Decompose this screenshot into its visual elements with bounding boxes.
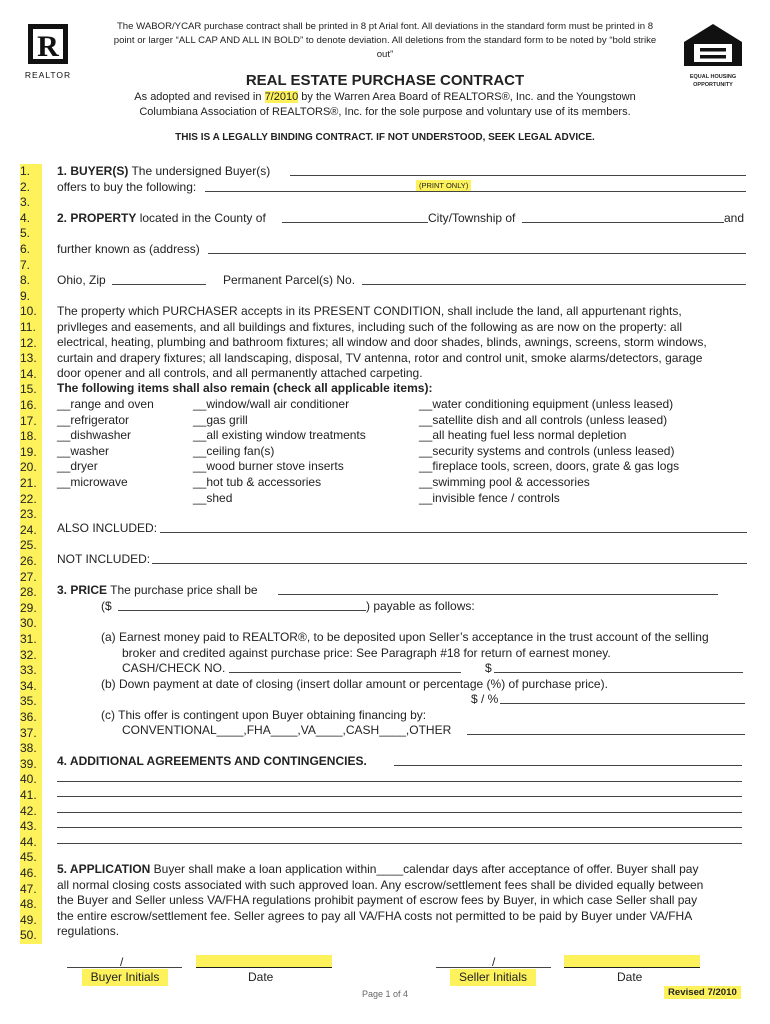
additional-field-1[interactable] bbox=[57, 781, 742, 782]
line-number: 32. bbox=[20, 648, 42, 664]
line-number: 13. bbox=[20, 351, 42, 367]
line-number: 3. bbox=[20, 195, 42, 211]
price-dollar-open: ($ bbox=[101, 599, 112, 613]
not-included-label: NOT INCLUDED: bbox=[57, 552, 151, 566]
additional-field-5[interactable] bbox=[57, 843, 742, 844]
buyer-heading: 1. BUYER(S) bbox=[57, 164, 129, 178]
item-checkbox[interactable]: __refrigerator bbox=[57, 412, 130, 427]
property-heading: 2. PROPERTY bbox=[57, 211, 137, 225]
realtor-logo-text: REALTOR bbox=[24, 70, 72, 80]
revised-badge: Revised 7/2010 bbox=[664, 986, 741, 999]
item-checkbox[interactable]: __water conditioning equipment (unless leased) bbox=[419, 397, 674, 411]
buyer-initials-label: Buyer Initials bbox=[82, 969, 168, 986]
property-paragraph-line: curtain and drapery fixtures; all landscaping, disposal, TV antenna, rotor and control unit, smoke alarms/detectors, garage bbox=[57, 350, 703, 365]
line-number: 19. bbox=[20, 445, 42, 461]
subtitle-pre: As adopted and revised in bbox=[134, 91, 265, 103]
buyer-date-field[interactable] bbox=[196, 967, 332, 968]
buyer-line bbox=[57, 164, 270, 179]
line-number: 36. bbox=[20, 710, 42, 726]
line-number: 41. bbox=[20, 788, 42, 804]
price-text: The purchase price shall be bbox=[107, 583, 258, 597]
line-number: 15. bbox=[20, 382, 42, 398]
buyer-name-field-2[interactable] bbox=[205, 191, 746, 192]
line-number: 16. bbox=[20, 398, 42, 414]
additional-heading: 4. ADDITIONAL AGREEMENTS AND CONTINGENCIES. bbox=[57, 754, 367, 768]
line-number: 33. bbox=[20, 663, 42, 679]
items-column-2 bbox=[193, 397, 366, 506]
line-number: 24. bbox=[20, 523, 42, 539]
subtitle-post: by the Warren Area Board of REALTORS®, Inc. and the Youngstown Columbiana Association of REALTORS®, Inc. for the sole purpose and voluntary use of its members. bbox=[139, 91, 636, 118]
line-number: 46. bbox=[20, 866, 42, 882]
svg-text:R: R bbox=[37, 30, 59, 63]
buyer-date-highlight bbox=[196, 955, 332, 967]
line-number: 14. bbox=[20, 367, 42, 383]
parcel-label: Permanent Parcel(s) No. bbox=[223, 273, 356, 287]
additional-field-3[interactable] bbox=[57, 812, 742, 813]
line-number: 4. bbox=[20, 211, 42, 227]
subtitle-date: 7/2010 bbox=[264, 91, 299, 103]
line-number: 26. bbox=[20, 554, 42, 570]
line-number: 47. bbox=[20, 882, 42, 898]
line-number: 11. bbox=[20, 320, 42, 336]
items-column-3 bbox=[419, 397, 679, 506]
earnest-money-line-1: (a) Earnest money paid to REALTOR®, to be deposited upon Seller’s acceptance in the trust account of the selling bbox=[101, 630, 709, 644]
price-line bbox=[57, 583, 258, 598]
items-heading: The following items shall also remain (check all applicable items): bbox=[57, 381, 433, 395]
line-number: 6. bbox=[20, 242, 42, 258]
line-number: 37. bbox=[20, 726, 42, 742]
subtitle bbox=[110, 90, 660, 120]
cash-check-label: CASH/CHECK NO. bbox=[122, 661, 226, 675]
line-number: 48. bbox=[20, 897, 42, 913]
line-number: 20. bbox=[20, 460, 42, 476]
print-only-label: (PRINT ONLY) bbox=[416, 180, 471, 191]
line-number: 10. bbox=[20, 304, 42, 320]
item-checkbox[interactable]: __dishwasher bbox=[57, 428, 132, 443]
item-checkbox[interactable]: __security systems and controls (unless leased) bbox=[419, 443, 675, 458]
line-number: 2. bbox=[20, 180, 42, 196]
line-number: 35. bbox=[20, 694, 42, 710]
item-checkbox[interactable]: __fireplace tools, screen, doors, grate & gas logs bbox=[419, 459, 680, 474]
line-number: 25. bbox=[20, 538, 42, 554]
line-number: 12. bbox=[20, 336, 42, 352]
property-county-line bbox=[57, 211, 266, 226]
earnest-amount-field[interactable] bbox=[494, 672, 743, 673]
additional-field-0[interactable] bbox=[394, 765, 742, 766]
application-line-3: the Buyer and Seller unless VA/FHA regulations prohibit payment of escrow fees by Buyer, in which case Seller shall pay bbox=[57, 893, 698, 907]
line-number: 45. bbox=[20, 850, 42, 866]
line-number: 31. bbox=[20, 632, 42, 648]
legal-warning: THIS IS A LEGALLY BINDING CONTRACT. IF NOT UNDERSTOOD, SEEK LEGAL ADVICE. bbox=[175, 132, 595, 143]
address-field[interactable] bbox=[208, 253, 746, 254]
city-label: City/Township of bbox=[428, 211, 516, 225]
parcel-field[interactable] bbox=[362, 284, 746, 285]
buyer-date-label: Date bbox=[248, 970, 274, 984]
down-payment-field[interactable] bbox=[500, 703, 745, 704]
page-number: Page 1 of 4 bbox=[361, 989, 409, 999]
earnest-dollar-label: $ bbox=[485, 661, 492, 675]
additional-field-2[interactable] bbox=[57, 796, 742, 797]
cash-check-field[interactable] bbox=[229, 672, 461, 673]
seller-date-label: Date bbox=[617, 970, 643, 984]
line-number: 50. bbox=[20, 928, 42, 944]
line-number: 27. bbox=[20, 570, 42, 586]
line-number: 40. bbox=[20, 772, 42, 788]
application-line-2: all normal closing costs associated with such approved loan. Any escrow/settlement fees shall be divided equally between bbox=[57, 878, 704, 892]
line-number: 7. bbox=[20, 258, 42, 274]
line-number: 39. bbox=[20, 757, 42, 773]
application-text-1: Buyer shall make a loan application within____calendar days after acceptance of offer. Buyer shall pay bbox=[150, 862, 699, 876]
seller-initials-label: Seller Initials bbox=[450, 969, 536, 986]
line-number: 28. bbox=[20, 585, 42, 601]
item-checkbox[interactable]: __dryer bbox=[57, 459, 98, 474]
item-checkbox[interactable]: __swimming pool & accessories bbox=[419, 474, 590, 489]
city-field[interactable] bbox=[522, 222, 724, 223]
item-checkbox[interactable]: __all heating fuel less normal depletion bbox=[419, 428, 627, 443]
item-checkbox[interactable]: __window/wall air conditioner bbox=[193, 397, 350, 411]
items-column-1 bbox=[57, 397, 154, 491]
line-number: 9. bbox=[20, 289, 42, 305]
zip-field[interactable] bbox=[112, 284, 206, 285]
county-field[interactable] bbox=[282, 222, 428, 223]
line-number: 30. bbox=[20, 616, 42, 632]
line-number: 44. bbox=[20, 835, 42, 851]
page-title: REAL ESTATE PURCHASE CONTRACT bbox=[245, 72, 525, 89]
line-number: 1. bbox=[20, 164, 42, 180]
item-checkbox[interactable]: __wood burner stove inserts bbox=[193, 459, 344, 474]
additional-field-4[interactable] bbox=[57, 827, 742, 828]
buyer-initials-field[interactable] bbox=[67, 967, 182, 968]
application-heading: 5. APPLICATION bbox=[57, 862, 151, 876]
line-number: 42. bbox=[20, 804, 42, 820]
also-included-field[interactable] bbox=[160, 532, 747, 533]
item-checkbox[interactable]: __ceiling fan(s) bbox=[193, 443, 275, 458]
financing-options: CONVENTIONAL____,FHA____,VA____,CASH____,OTHER bbox=[122, 723, 452, 737]
not-included-field[interactable] bbox=[152, 563, 747, 564]
item-checkbox[interactable]: __hot tub & accessories bbox=[193, 474, 322, 489]
item-checkbox[interactable]: __washer bbox=[57, 443, 110, 458]
line-number: 43. bbox=[20, 819, 42, 835]
line-number: 8. bbox=[20, 273, 42, 289]
offers-text: offers to buy the following: bbox=[57, 180, 197, 194]
down-payment-line: (b) Down payment at date of closing (insert dollar amount or percentage (%) of purchase price). bbox=[101, 677, 608, 691]
line-number: 23. bbox=[20, 507, 42, 523]
item-checkbox[interactable]: __satellite dish and all controls (unless leased) bbox=[419, 412, 668, 427]
line-number: 21. bbox=[20, 476, 42, 492]
application-line-4: the entire escrow/settlement fee. Seller agrees to pay all VA/FHA costs not permitted to be paid by Buyer under VA/FHA bbox=[57, 909, 693, 923]
earnest-money-line-2: broker and credited against purchase price: See Paragraph #18 for return of earnest money. bbox=[122, 646, 611, 660]
line-number: 34. bbox=[20, 679, 42, 695]
also-included-label: ALSO INCLUDED: bbox=[57, 521, 158, 535]
zip-label: Ohio, Zip bbox=[57, 273, 106, 287]
line-number: 29. bbox=[20, 601, 42, 617]
financing-other-field[interactable] bbox=[467, 734, 745, 735]
buyer-name-field[interactable] bbox=[290, 175, 746, 176]
buyer-initials-slash: / bbox=[120, 955, 124, 969]
buyer-text: The undersigned Buyer(s) bbox=[128, 164, 271, 178]
seller-initials-slash: / bbox=[492, 955, 496, 969]
price-heading: 3. PRICE bbox=[57, 583, 108, 597]
item-checkbox[interactable]: __shed bbox=[193, 490, 233, 505]
item-checkbox[interactable]: __gas grill bbox=[193, 412, 248, 427]
price-amount-field[interactable] bbox=[118, 610, 366, 611]
application-line-5: regulations. bbox=[57, 924, 120, 938]
item-checkbox[interactable]: __invisible fence / controls bbox=[419, 490, 560, 505]
financing-line: (c) This offer is contingent upon Buyer obtaining financing by: bbox=[101, 708, 427, 722]
property-paragraph-line: door opener and all controls, and all permanently attached carpeting. bbox=[57, 366, 423, 381]
payable-label: ) payable as follows: bbox=[366, 599, 475, 613]
and-label: and bbox=[724, 211, 745, 225]
line-number: 18. bbox=[20, 429, 42, 445]
item-checkbox[interactable]: __microwave bbox=[57, 474, 128, 489]
property-paragraph-line: privlleges and easements, and all buildings and fixtures, including such of the following as are now on the property: all bbox=[57, 319, 683, 334]
line-number: 49. bbox=[20, 913, 42, 929]
price-words-field[interactable] bbox=[278, 594, 718, 595]
line-number: 5. bbox=[20, 226, 42, 242]
format-notice: The WABOR/YCAR purchase contract shall be printed in 8 pt Arial font. All deviations in the standard form must be printed in 8 point or larger “ALL CAP AND ALL IN BOLD” to denote deviation. All deletions from the standard form to be noted by “bold strike out” bbox=[113, 21, 657, 60]
seller-date-field[interactable] bbox=[564, 967, 700, 968]
county-label: located in the County of bbox=[136, 211, 266, 225]
down-payment-unit: $ / % bbox=[471, 692, 499, 706]
property-paragraph-line: electrical, heating, plumbing and bathroom fixtures; all window and door shades, blinds, awnings, screens, storm windows, bbox=[57, 335, 707, 350]
property-paragraph-line: The property which PURCHASER accepts in its PRESENT CONDITION, shall include the land, all appurtenant rights, bbox=[57, 304, 682, 318]
item-checkbox[interactable]: __all existing window treatments bbox=[193, 428, 366, 443]
line-number: 38. bbox=[20, 741, 42, 757]
seller-date-highlight bbox=[564, 955, 700, 967]
item-checkbox[interactable]: __range and oven bbox=[57, 397, 154, 411]
line-number: 17. bbox=[20, 414, 42, 430]
line-number: 22. bbox=[20, 492, 42, 508]
equal-housing-text: EQUAL HOUSING OPPORTUNITY bbox=[689, 74, 737, 88]
application-line-1 bbox=[57, 862, 698, 877]
address-label: further known as (address) bbox=[57, 242, 200, 256]
